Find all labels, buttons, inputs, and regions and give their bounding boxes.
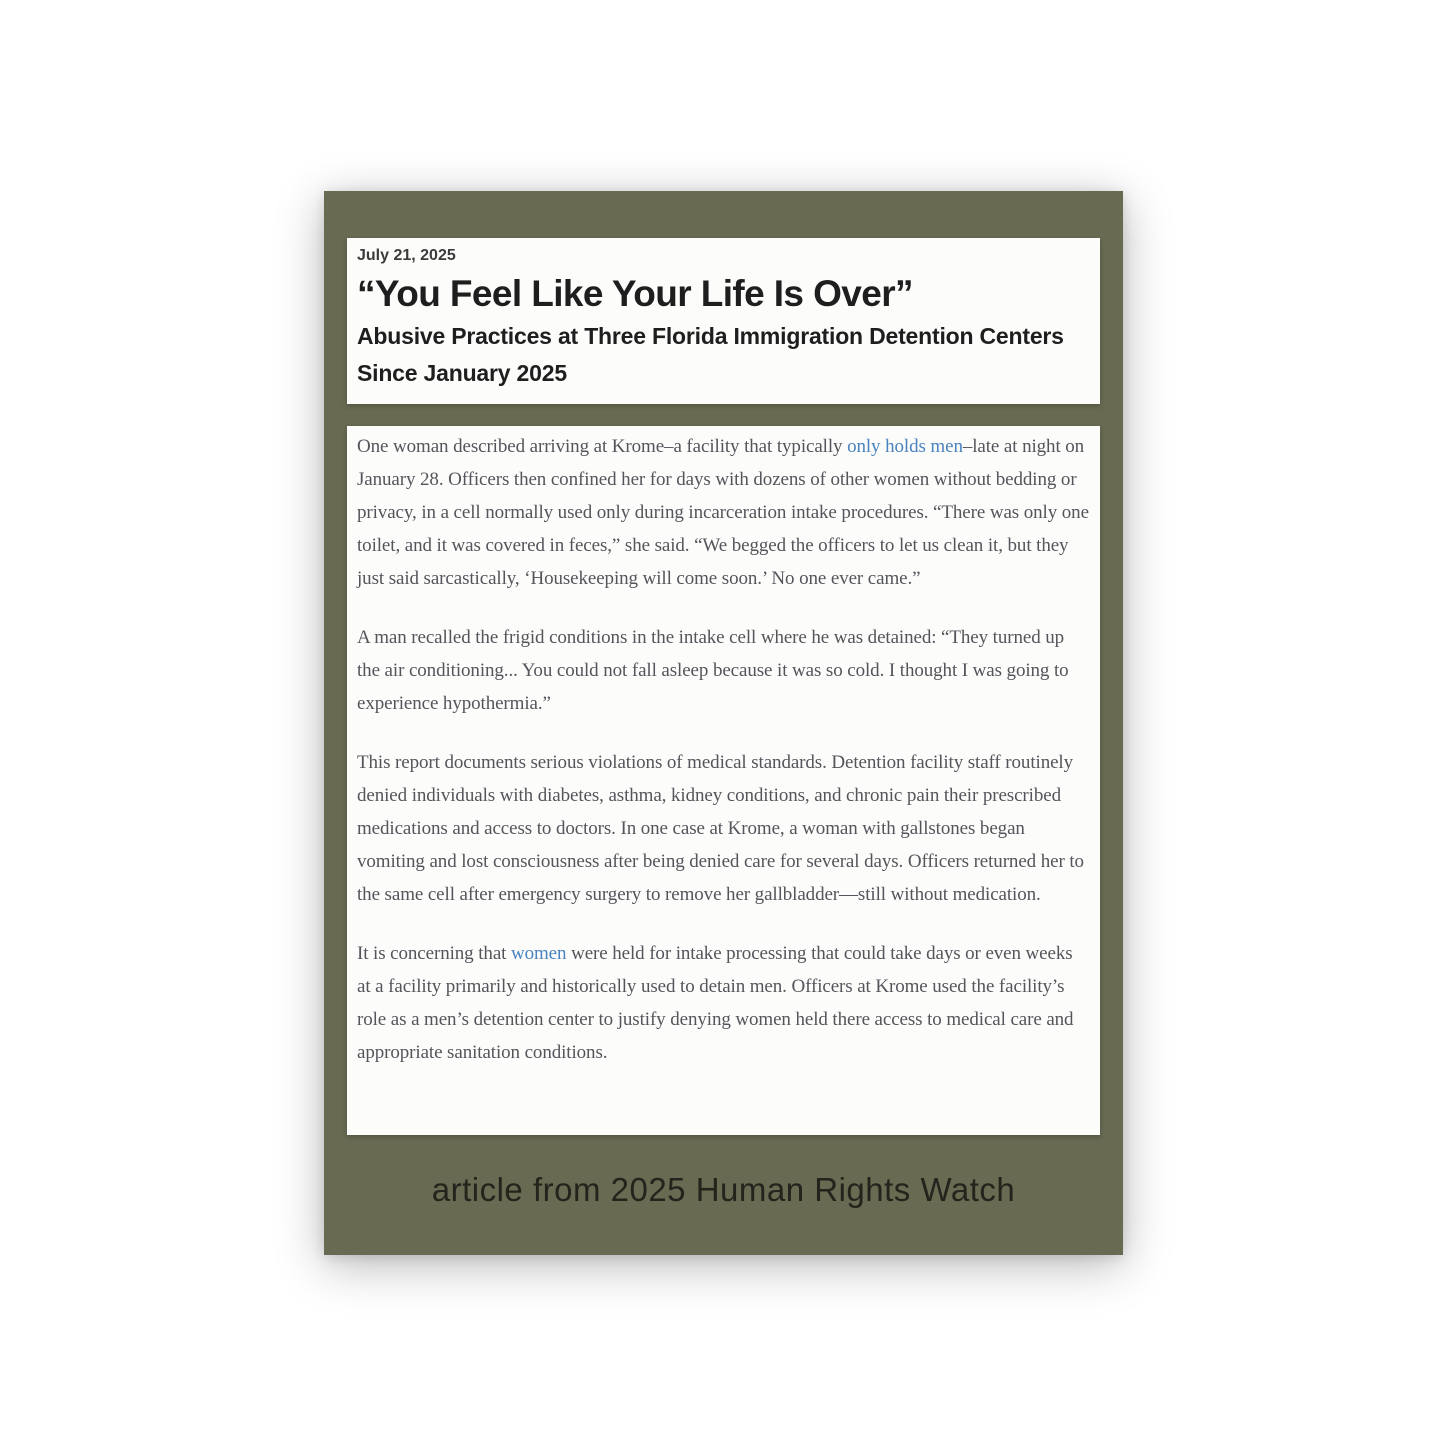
inline-link[interactable]: only holds men [847,436,963,458]
article-title: “You Feel Like Your Life Is Over” [357,273,913,314]
article-paragraph [357,621,1090,720]
article-subtitle: Abusive Practices at Three Florida Immigration Detention Centers Since January 2025 [357,323,1064,387]
article-paragraph [357,746,1090,911]
text-run: –late at night on January 28. Officers then confined her for days with dozens of other women without bedding or privacy, in a cell normally used only during incarceration intake procedures. “There was only one toilet, and it was covered in feces,” she said. “We begged the officers to let us clean it, but they just said sarcastically, ‘Housekeeping will come soon.’ No one ever came.” [357,436,1089,590]
article-card [324,191,1123,1255]
article-date: July 21, 2025 [357,247,456,264]
text-run: One woman described arriving at Krome–a facility that typically [357,436,848,458]
text-run: were held for intake processing that could take days or even weeks at a facility primarily and historically used to detain men. Officers at Krome used the facility’s role as a men’s detention center to justify denying women held there access to medical care and appropriate sanitation conditions. [357,943,1074,1064]
article-paragraph [357,430,1090,595]
inline-link[interactable]: women [510,943,567,965]
text-run: This report documents serious violations of medical standards. Detention facility staff routinely denied individuals with diabetes, asthma, kidney conditions, and chronic pain their prescribed medications and access to doctors. In one case at Krome, a woman with gallstones began vomiting and lost consciousness after being denied care for several days. Officers returned her to the same cell after emergency surgery to remove her gallbladder—still without medication. [357,752,1084,906]
caption-strip [347,1135,1100,1255]
text-run: A man recalled the frigid conditions in the intake cell where he was detained: “They turned up the air conditioning... You could not fall asleep because it was so cold. I thought I was going to experience hypothermia.” [357,627,1069,715]
article-paragraph [357,937,1090,1069]
caption: article from 2025 Human Rights Watch [431,1171,1016,1209]
article-body [347,426,1100,1135]
article-header [347,238,1100,404]
text-run: It is concerning that [357,943,511,965]
